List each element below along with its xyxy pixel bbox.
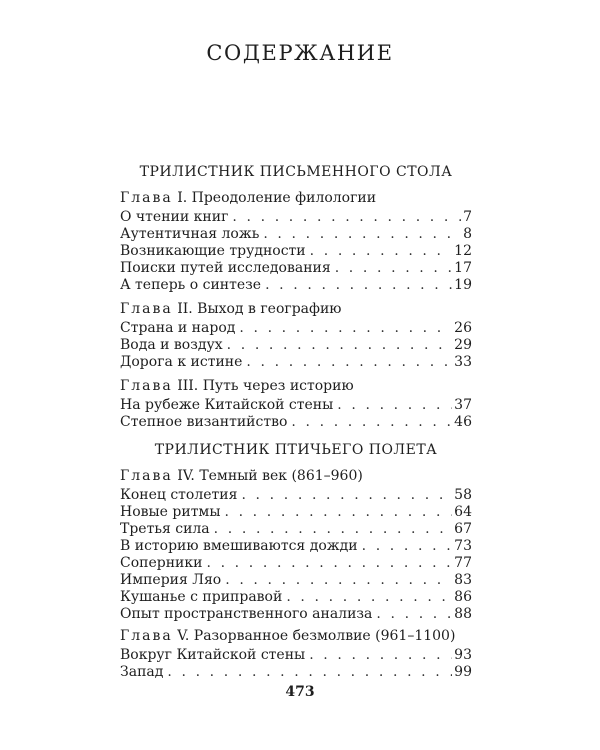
table-of-contents bbox=[120, 0, 472, 700]
dot-leader bbox=[214, 521, 453, 538]
toc-entry[interactable] bbox=[120, 209, 472, 226]
entry-title: Возникающие трудности bbox=[120, 243, 306, 259]
chapter-numeral: II. bbox=[177, 301, 193, 317]
entry-page: 64 bbox=[454, 504, 472, 520]
chapter-label: Глава bbox=[120, 378, 173, 394]
entry-page: 86 bbox=[454, 589, 472, 605]
dot-leader bbox=[309, 647, 452, 664]
dot-leader bbox=[225, 572, 452, 589]
dot-leader bbox=[224, 504, 452, 521]
dot-leader bbox=[265, 277, 452, 294]
entry-title: На рубеже Китайской стены bbox=[120, 397, 334, 413]
toc-entry[interactable] bbox=[120, 226, 472, 243]
entry-page: 88 bbox=[454, 606, 472, 622]
entry-title: Поиски путей исследования bbox=[120, 260, 331, 276]
dot-leader bbox=[335, 260, 452, 277]
toc-entry[interactable] bbox=[120, 572, 472, 589]
chapter-numeral: IV. bbox=[177, 468, 195, 484]
chapter-heading bbox=[120, 189, 472, 207]
entry-title: Соперники bbox=[120, 555, 203, 571]
entry-page: 19 bbox=[454, 277, 472, 293]
page-number: 473 bbox=[285, 684, 315, 700]
entry-title: Кушанье с приправой bbox=[120, 589, 283, 605]
entry-page: 93 bbox=[454, 647, 472, 663]
entry-page: 7 bbox=[463, 209, 472, 225]
chapter-heading bbox=[120, 300, 472, 318]
dot-leader bbox=[286, 589, 452, 606]
part-title: ТРИЛИСТНИК ПТИЧЬЕГО ПОЛЕТА bbox=[154, 442, 438, 458]
entry-title: В историю вмешиваются дожди bbox=[120, 538, 358, 554]
chapter-title: Путь через историю bbox=[202, 378, 354, 394]
entry-title: Опыт пространственного анализа bbox=[120, 606, 373, 622]
toc-entry[interactable] bbox=[120, 555, 472, 572]
dot-leader bbox=[167, 664, 452, 681]
entry-title: Дорога к истине bbox=[120, 354, 243, 370]
toc-entry[interactable] bbox=[120, 260, 472, 277]
entry-page: 58 bbox=[454, 487, 472, 503]
entry-page: 99 bbox=[454, 664, 472, 680]
entry-page: 33 bbox=[454, 354, 472, 370]
entry-title: А теперь о синтезе bbox=[120, 277, 262, 293]
dot-leader bbox=[232, 209, 461, 226]
chapter-heading bbox=[120, 627, 472, 645]
chapter-numeral: III. bbox=[177, 378, 199, 394]
chapter-numeral: V. bbox=[177, 628, 190, 644]
entry-page: 17 bbox=[454, 260, 472, 276]
entry-page: 46 bbox=[454, 414, 472, 430]
chapter-title: Разорванное безмолвие (961–1100) bbox=[193, 628, 456, 644]
entry-title: Запад bbox=[120, 664, 164, 680]
entry-title: О чтении книг bbox=[120, 209, 229, 225]
chapter-label: Глава bbox=[120, 301, 173, 317]
toc-entry[interactable] bbox=[120, 647, 472, 664]
toc-entry[interactable] bbox=[120, 664, 472, 681]
entry-title: Конец столетия bbox=[120, 487, 238, 503]
dot-leader bbox=[227, 337, 453, 354]
dot-leader bbox=[246, 354, 452, 371]
toc-entry[interactable] bbox=[120, 354, 472, 371]
chapter-label: Глава bbox=[120, 190, 173, 206]
entry-page: 12 bbox=[454, 243, 472, 259]
dot-leader bbox=[239, 320, 452, 337]
toc-entry[interactable] bbox=[120, 504, 472, 521]
part-title: ТРИЛИСТНИК ПИСЬМЕННОГО СТОЛА bbox=[139, 164, 453, 180]
entry-title: Страна и народ bbox=[120, 320, 236, 336]
dot-leader bbox=[310, 243, 453, 260]
entry-page: 8 bbox=[463, 226, 472, 242]
toc-entry[interactable] bbox=[120, 538, 472, 555]
chapter-heading bbox=[120, 377, 472, 395]
entry-page: 73 bbox=[454, 538, 472, 554]
dot-leader bbox=[206, 555, 452, 572]
toc-entry[interactable] bbox=[120, 277, 472, 294]
entry-title: Вода и воздух bbox=[120, 337, 223, 353]
toc-entry[interactable] bbox=[120, 337, 472, 354]
toc-entry[interactable] bbox=[120, 589, 472, 606]
entry-page: 67 bbox=[454, 521, 472, 537]
dot-leader bbox=[376, 606, 452, 623]
dot-leader bbox=[241, 487, 452, 504]
toc-entry[interactable] bbox=[120, 320, 472, 337]
toc-entry[interactable] bbox=[120, 414, 472, 431]
entry-title: Третья сила bbox=[120, 521, 210, 537]
entry-title: Империя Ляо bbox=[120, 572, 222, 588]
page-title: СОДЕРЖАНИЕ bbox=[206, 41, 394, 65]
toc-entry[interactable] bbox=[120, 487, 472, 504]
chapter-label: Глава bbox=[120, 468, 173, 484]
dot-leader bbox=[263, 226, 461, 243]
entry-title: Новые ритмы bbox=[120, 504, 221, 520]
entry-title: Вокруг Китайской стены bbox=[120, 647, 306, 663]
dot-leader bbox=[337, 397, 452, 414]
entry-page: 37 bbox=[454, 397, 472, 413]
toc-entry[interactable] bbox=[120, 521, 472, 538]
chapter-label: Глава bbox=[120, 628, 173, 644]
chapter-numeral: I. bbox=[177, 190, 188, 206]
chapter-title: Темный век (861–960) bbox=[199, 468, 363, 484]
entry-page: 29 bbox=[454, 337, 472, 353]
entry-page: 26 bbox=[454, 320, 472, 336]
chapter-title: Преодоление филологии bbox=[191, 190, 377, 206]
toc-entry[interactable] bbox=[120, 606, 472, 623]
entry-page: 77 bbox=[454, 555, 472, 571]
toc-entry[interactable] bbox=[120, 243, 472, 260]
entry-title: Степное византийство bbox=[120, 414, 288, 430]
entry-title: Аутентичная ложь bbox=[120, 226, 260, 242]
entry-page: 83 bbox=[454, 572, 472, 588]
chapter-heading bbox=[120, 467, 472, 485]
toc-entry[interactable] bbox=[120, 397, 472, 414]
dot-leader bbox=[291, 414, 452, 431]
chapter-title: Выход в географию bbox=[197, 301, 342, 317]
dot-leader bbox=[362, 538, 453, 555]
